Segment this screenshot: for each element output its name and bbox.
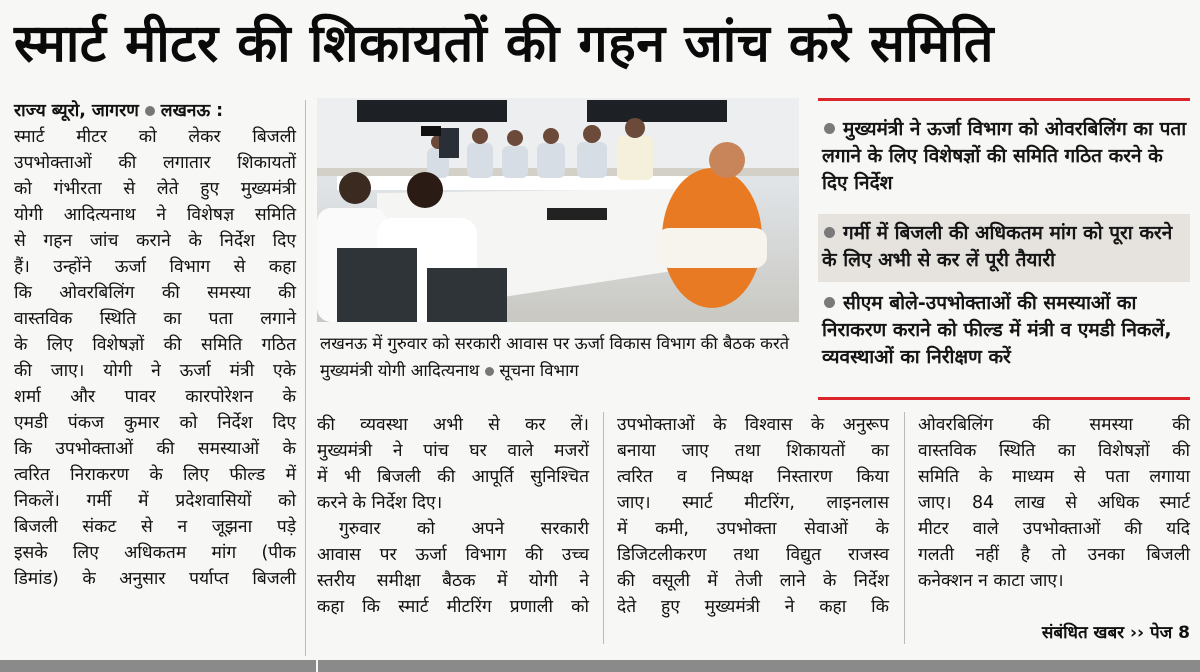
related-news-link[interactable]: संबंधित खबर ›› पेज 8 — [1041, 623, 1190, 643]
text-line: कनेक्शन न काटा जाए। — [918, 571, 1064, 591]
text-line: बनाया जाए तथा शिकायतों का — [617, 441, 889, 461]
text-line: वास्तविक स्थिति का पता लगाने — [14, 309, 296, 329]
text-line: आवास पर ऊर्जा विभाग की उच्च — [317, 545, 589, 565]
text-line: जाए। स्मार्ट मीटरिंग, लाइनलास — [617, 493, 889, 513]
highlight-text: सीएम बोले-उपभोक्ताओं की समस्याओं का निराकरण कराने को फील्ड में मंत्री व एमडी निकलें, व्यवस्थाओं का निरीक्षण करें — [822, 292, 1172, 368]
highlight-item — [818, 290, 1190, 386]
bullet-dot-icon — [485, 367, 494, 376]
text-line: डिजिटलीकरण तथा विद्युत राजस्व — [617, 545, 889, 565]
highlights-box — [818, 98, 1190, 400]
text-line: को गंभीरता से लेते हुए मुख्यमंत्री — [14, 179, 296, 199]
text-line: हैं। उन्होंने ऊर्जा विभाग से कहा — [14, 257, 296, 277]
text-line: इसके लिए अधिकतम मांग (पीक — [14, 543, 296, 563]
text-line: की जाए। योगी ने ऊर्जा मंत्री एके — [14, 361, 296, 381]
text-line: देते हुए मुख्यमंत्री ने कहा कि — [617, 597, 889, 617]
bullet-dot-icon — [824, 227, 835, 238]
text-line: स्तरीय समीक्षा बैठक में योगी ने — [317, 571, 589, 591]
byline-city: लखनऊ : — [160, 101, 224, 121]
text-line: गुरुवार को अपने सरकारी — [339, 519, 589, 539]
text-line: बिजली संकट से न जूझना पड़े — [14, 517, 296, 537]
column-4 — [918, 412, 1190, 594]
text-line: वास्तविक स्थिति का विशेषज्ञों की — [918, 441, 1190, 461]
text-line: उपभोक्ताओं की लगातार शिकायतों — [14, 153, 296, 173]
text-line: में कमी, उपभोक्ता सेवाओं के — [617, 519, 889, 539]
column-1 — [14, 98, 296, 592]
bottom-bar — [0, 660, 1200, 672]
text-line: त्वरित व निष्पक्ष निस्तारण किया — [617, 467, 889, 487]
text-line: की वसूली में तेजी लाने के निर्देश — [617, 571, 889, 591]
column-2 — [317, 412, 589, 620]
caption-credit: सूचना विभाग — [499, 361, 579, 380]
bullet-dot-icon — [145, 106, 155, 116]
text-line: निकलें। गर्मी में प्रदेशवासियों को — [14, 491, 296, 511]
highlights-bottom-rule — [818, 397, 1190, 400]
highlight-text: मुख्यमंत्री ने ऊर्जा विभाग को ओवरबिलिंग का पता लगाने के लिए विशेषज्ञों की समिति गठित करने के दिए निर्देश — [822, 118, 1187, 194]
text-line: स्मार्ट मीटर को लेकर बिजली — [14, 127, 296, 147]
column-divider — [305, 100, 306, 656]
text-line: त्वरित निराकरण के लिए फील्ड में — [14, 465, 296, 485]
photo-caption — [320, 330, 796, 384]
text-line: के लिए विशेषज्ञों की समिति गठित — [14, 335, 296, 355]
highlight-text: गर्मी में बिजली की अधिकतम मांग को पूरा करने के लिए अभी से कर लें पूरी तैयारी — [822, 222, 1173, 271]
headline: स्मार्ट मीटर की शिकायतों की गहन जांच करे समिति — [14, 14, 995, 74]
bullet-dot-icon — [824, 123, 835, 134]
column-divider — [603, 412, 604, 644]
text-line: समिति के माध्यम से पता लगाया — [918, 467, 1190, 487]
text-line: मुख्यमंत्री ने पांच घर वाले मजरों — [317, 441, 589, 461]
text-line: की व्यवस्था अभी से कर लें। — [317, 415, 589, 435]
text-line: करने के निर्देश दिए। — [317, 493, 443, 513]
text-line: योगी आदित्यनाथ ने विशेषज्ञ समिति — [14, 205, 296, 225]
text-line: शर्मा और पावर कारपोरेशन के — [14, 387, 296, 407]
highlight-item — [818, 214, 1190, 282]
text-line: कि ओवरबिलिंग की समस्या की — [14, 283, 296, 303]
highlights-top-rule — [818, 98, 1190, 101]
caption-text: लखनऊ में गुरुवार को सरकारी आवास पर ऊर्जा विकास विभाग की बैठक करते मुख्यमंत्री योगी आदित्यनाथ — [320, 334, 790, 380]
bullet-dot-icon — [824, 297, 835, 308]
text-line: ओवरबिलिंग की समस्या की — [918, 415, 1190, 435]
text-line: उपभोक्ताओं के विश्वास के अनुरूप — [617, 415, 889, 435]
text-line: जाए। 84 लाख से अधिक स्मार्ट — [918, 493, 1190, 513]
column-divider — [904, 412, 905, 644]
text-line: गलती नहीं है तो उनका बिजली — [918, 545, 1190, 565]
column-3 — [617, 412, 889, 620]
byline — [14, 98, 296, 124]
text-line: एमडी पंकज कुमार को निर्देश दिए — [14, 413, 296, 433]
text-line: डिमांड) के अनुसार पर्याप्त बिजली — [14, 569, 296, 589]
text-line: में भी बिजली की आपूर्ति सुनिश्चित — [317, 467, 589, 487]
text-line: कहा कि स्मार्ट मीटरिंग प्रणाली को — [317, 597, 589, 617]
meeting-photo — [317, 98, 799, 322]
text-line: से गहन जांच कराने के निर्देश दिए — [14, 231, 296, 251]
byline-bureau: राज्य ब्यूरो, जागरण — [14, 101, 139, 121]
text-line: मीटर वाले उपभोक्ताओं की यदि — [918, 519, 1190, 539]
text-line: कि उपभोक्ताओं की समस्याओं के — [14, 439, 296, 459]
highlight-item — [818, 116, 1190, 208]
